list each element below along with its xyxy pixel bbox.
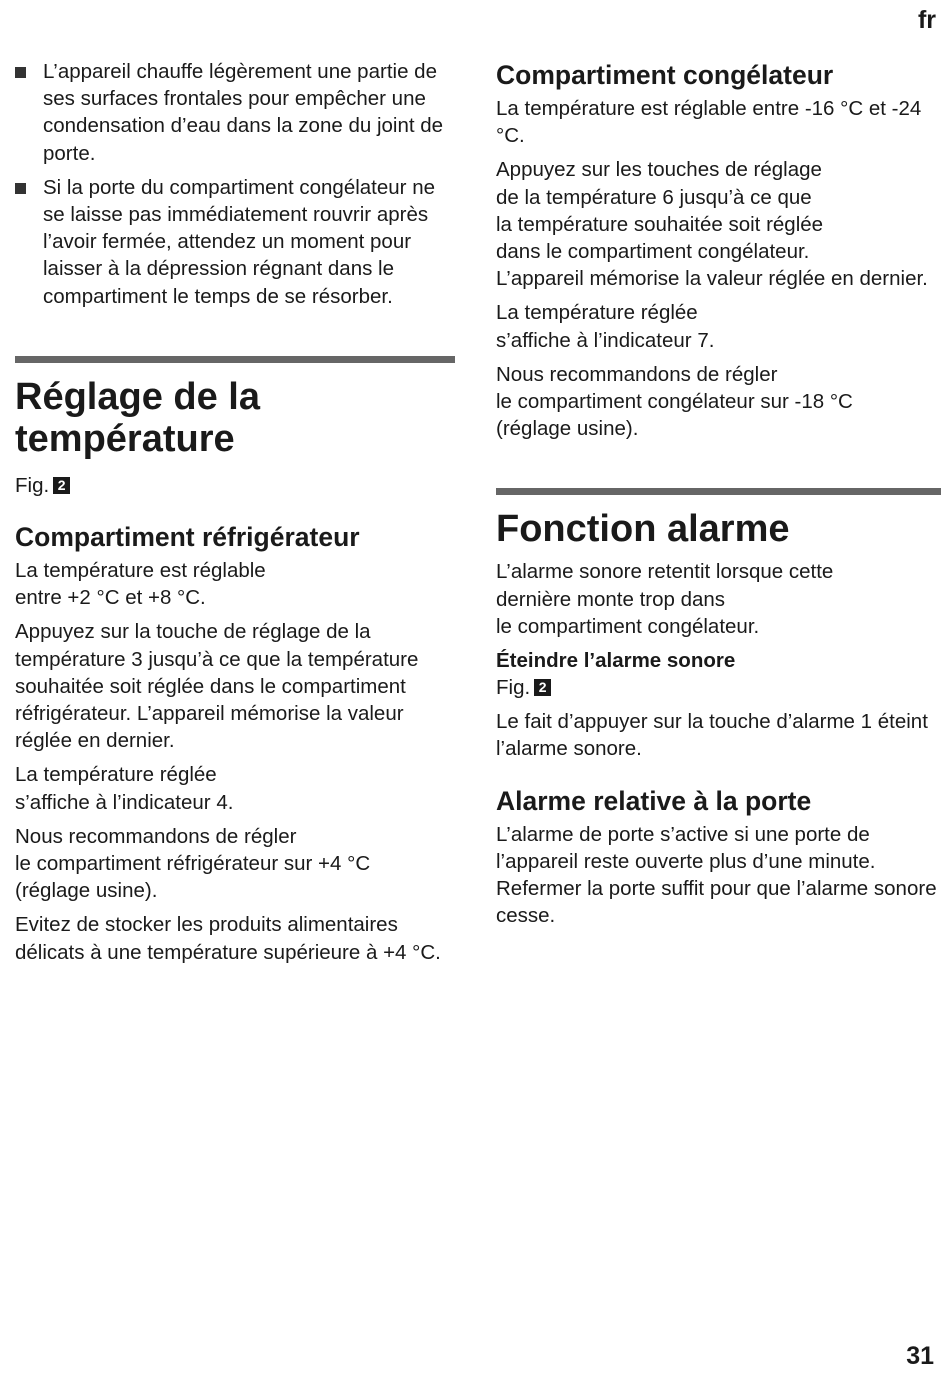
section-divider <box>496 488 941 495</box>
figure-reference <box>496 674 941 701</box>
fridge-recommendation-paragraph <box>15 823 455 905</box>
freezer-range-paragraph: La température est réglable entre -16 °C et -24 °C. <box>496 97 922 148</box>
fridge-instruction-paragraph: Appuyez sur la touche de réglage de la température 3 jusqu’à ce que la température souhaitée soit réglée dans le compartiment réfrigérateur. L’appareil mémorise la valeur réglée en dernier. <box>15 620 419 753</box>
language-code: fr <box>917 6 936 34</box>
text-line: La température réglée <box>496 301 698 325</box>
figure-label: Fig. <box>496 676 531 700</box>
figure-number-badge: 2 <box>534 679 551 696</box>
figure-reference <box>15 472 455 499</box>
text-line: de la température 6 jusqu’à ce que <box>496 185 812 209</box>
text-line: entre +2 °C et +8 °C. <box>15 586 206 610</box>
figure-number-badge: 2 <box>53 477 70 494</box>
text-line: la température souhaitée soit réglée <box>496 212 824 236</box>
right-column <box>496 0 941 936</box>
text-line: L’alarme sonore retentit lorsque cette <box>496 560 834 584</box>
section-title-line2: température <box>15 417 235 460</box>
text-line: s’affiche à l’indicateur 7. <box>496 328 715 352</box>
text-line: dans le compartiment congélateur. <box>496 240 810 264</box>
door-alarm-paragraph: L’alarme de porte s’active si une porte de l’appareil reste ouverte plus d’une minute. Refermer la porte suffit pour que l’alarme sonore cesse. <box>496 822 937 928</box>
text-line: La température est réglable <box>15 559 266 583</box>
left-column <box>15 0 455 973</box>
section-divider <box>15 356 455 363</box>
alarm-off-paragraph: Le fait d’appuyer sur la touche d’alarme 1 éteint l’alarme sonore. <box>496 710 928 761</box>
text-line: s’affiche à l’indicateur 4. <box>15 790 234 814</box>
text-line: La température réglée <box>15 763 217 787</box>
text-line: le compartiment congélateur. <box>496 614 760 638</box>
bullet-text: L’appareil chauffe légèrement une partie de ses surfaces frontales pour empêcher une condensation d’eau dans la zone du joint de porte. <box>43 60 444 165</box>
page-number: 31 <box>906 1342 934 1370</box>
text-line: le compartiment réfrigérateur sur +4 °C <box>15 852 371 876</box>
list-item <box>15 174 455 310</box>
text-line: L’appareil mémorise la valeur réglée en dernier. <box>496 267 928 291</box>
alarm-off-subheading: Éteindre l’alarme sonore <box>496 649 736 673</box>
list-item <box>15 58 455 167</box>
text-line: (réglage usine). <box>15 879 158 903</box>
fridge-heading: Compartiment réfrigérateur <box>15 522 360 553</box>
text-line: dernière monte trop dans <box>496 587 726 611</box>
bullet-list <box>15 58 455 310</box>
freezer-instruction-paragraph <box>496 156 941 292</box>
alarm-intro-paragraph <box>496 558 941 640</box>
freezer-display-paragraph <box>496 299 941 353</box>
bullet-text: Si la porte du compartiment congélateur ne se laisse pas immédiatement rouvrir après l’avoir fermée, attendez un moment pour laisser à la dépression régnant dans le compartiment le temps de se résorber. <box>43 175 436 308</box>
text-line: Nous recommandons de régler <box>15 824 297 848</box>
square-bullet-icon <box>15 67 26 78</box>
text-line: Appuyez sur les touches de réglage <box>496 158 822 182</box>
text-line: Nous recommandons de régler <box>496 362 778 386</box>
door-alarm-heading: Alarme relative à la porte <box>496 785 812 816</box>
square-bullet-icon <box>15 183 26 194</box>
fridge-display-paragraph <box>15 761 455 815</box>
freezer-heading: Compartiment congélateur <box>496 60 834 90</box>
text-line: (réglage usine). <box>496 417 639 441</box>
freezer-recommendation-paragraph <box>496 361 941 443</box>
fridge-range-paragraph <box>15 557 455 611</box>
alarm-section-title: Fonction alarme <box>496 508 790 551</box>
text-line: le compartiment congélateur sur -18 °C <box>496 390 853 414</box>
section-title <box>15 376 455 460</box>
figure-label: Fig. <box>15 473 50 497</box>
fridge-warning-paragraph: Evitez de stocker les produits alimentaires délicats à une température supérieure à +4 °C. <box>15 913 441 964</box>
section-title-line1: Réglage de la <box>15 375 260 418</box>
